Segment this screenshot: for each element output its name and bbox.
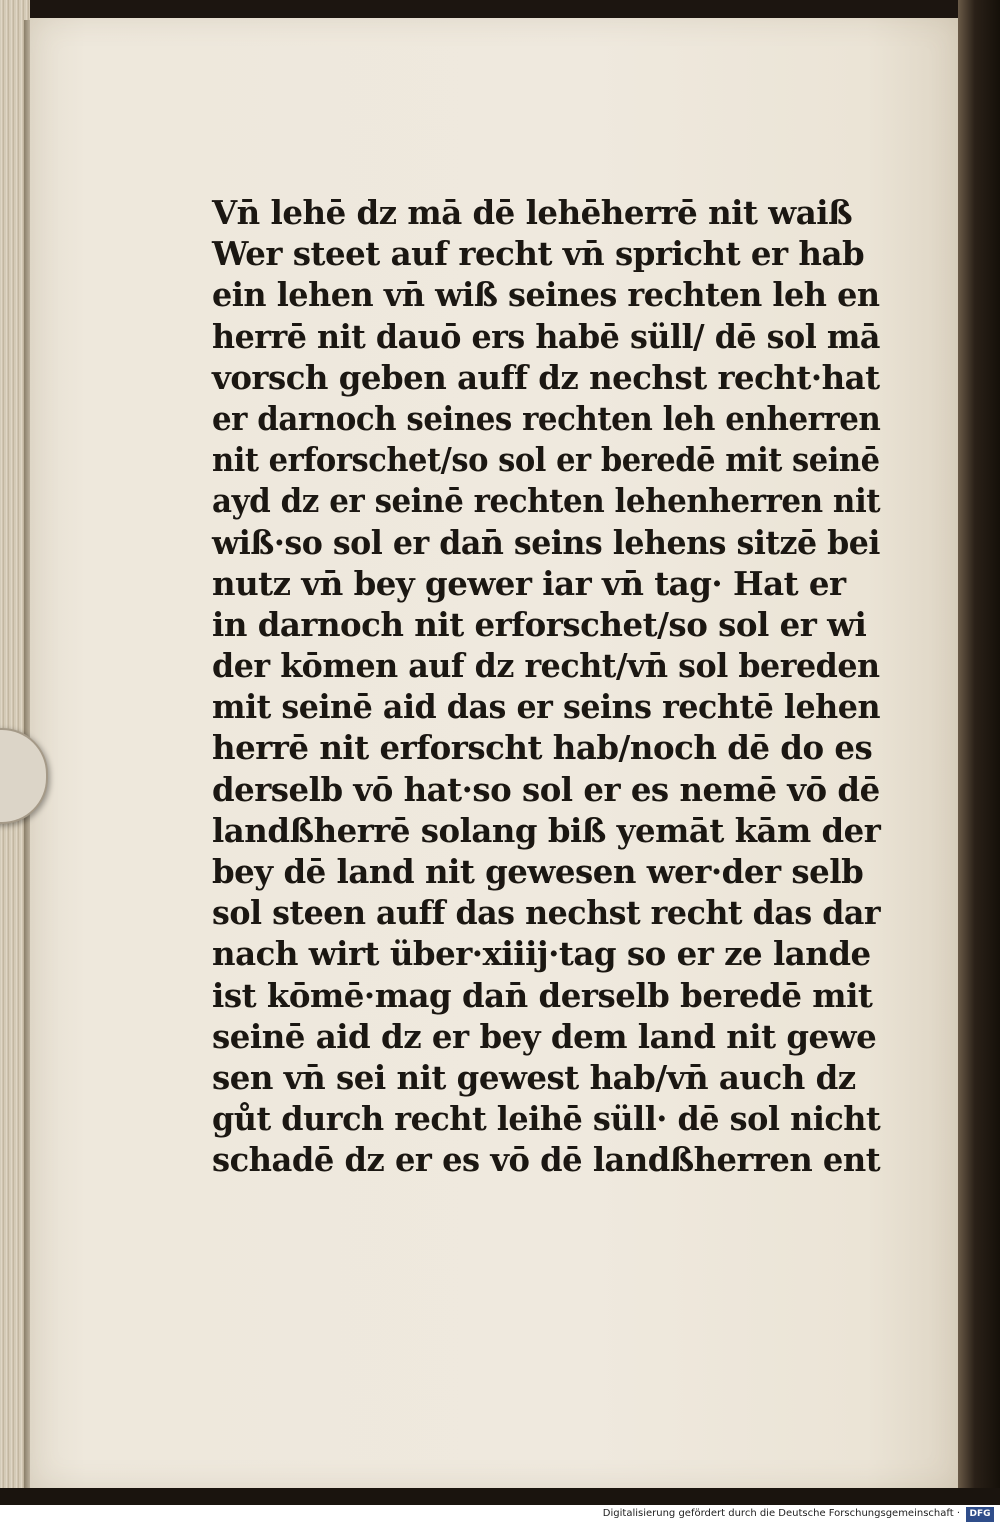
funding-credit: Digitalisierung gefördert durch die Deutsche Forschungsgemeinschaft ·	[602, 1508, 960, 1519]
text-line: sol steen auff das nechst recht das dar	[212, 893, 881, 933]
text-line: ein lehen vn̄ wiß seines rechten leh en	[212, 275, 880, 315]
text-line: wiß·so sol er dan̄ seins lehens sitzē bei	[212, 522, 880, 562]
text-line: seinē aid dz er bey dem land nit gewe	[212, 1016, 877, 1056]
text-line: herrē nit dauō ers habē süll/ dē sol mā	[212, 316, 880, 356]
text-line: in darnoch nit erforschet/so sol er wi	[212, 604, 867, 644]
text-line: sen vn̄ sei nit gewest hab/vn̄ auch dz	[212, 1057, 856, 1097]
text-line: ist kōmē·mag dan̄ derselb beredē mit	[212, 975, 873, 1015]
bottom-edge	[0, 1488, 1000, 1505]
dfg-logo: DFG	[966, 1507, 994, 1522]
text-line: er darnoch seines rechten leh enherren	[212, 398, 881, 438]
text-line: schadē dz er es vō dē landßherren ent	[212, 1140, 881, 1180]
text-line: bey dē land nit gewesen wer·der selb	[212, 852, 864, 891]
text-line: Vn̄ lehē dz mā dē lehēherrē nit waiß	[212, 193, 853, 232]
gutter-shadow	[958, 0, 1000, 1505]
text-line: herrē nit erforscht hab/noch dē do es	[212, 728, 873, 768]
text-line: nutz vn̄ bey gewer iar vn̄ tag· Hat er	[212, 563, 846, 603]
text-line: landßherrē solang biß yemāt kām der	[212, 810, 881, 850]
text-block	[212, 192, 892, 1181]
text-line: ayd dz er seinē rechten lehenherren nit	[212, 481, 881, 521]
text-line: vorsch geben auff dz nechst recht·hat	[212, 357, 880, 397]
text-line: derselb vō hat·so sol er es nemē vō dē	[212, 769, 880, 809]
text-line: nit erforschet/so sol er beredē mit seinē	[212, 440, 880, 480]
text-line: gůt durch recht leihē süll· dē sol nicht	[212, 1099, 881, 1139]
text-line: mit seinē aid das er seins rechtē lehen	[212, 687, 881, 727]
text-line: nach wirt über·xiiij·tag so er ze lande	[212, 934, 871, 974]
text-line: Wer steet auf recht vn̄ spricht er hab	[212, 234, 865, 274]
text-line: der kōmen auf dz recht/vn̄ sol bereden	[212, 646, 880, 686]
footer-bar	[0, 1505, 1000, 1525]
